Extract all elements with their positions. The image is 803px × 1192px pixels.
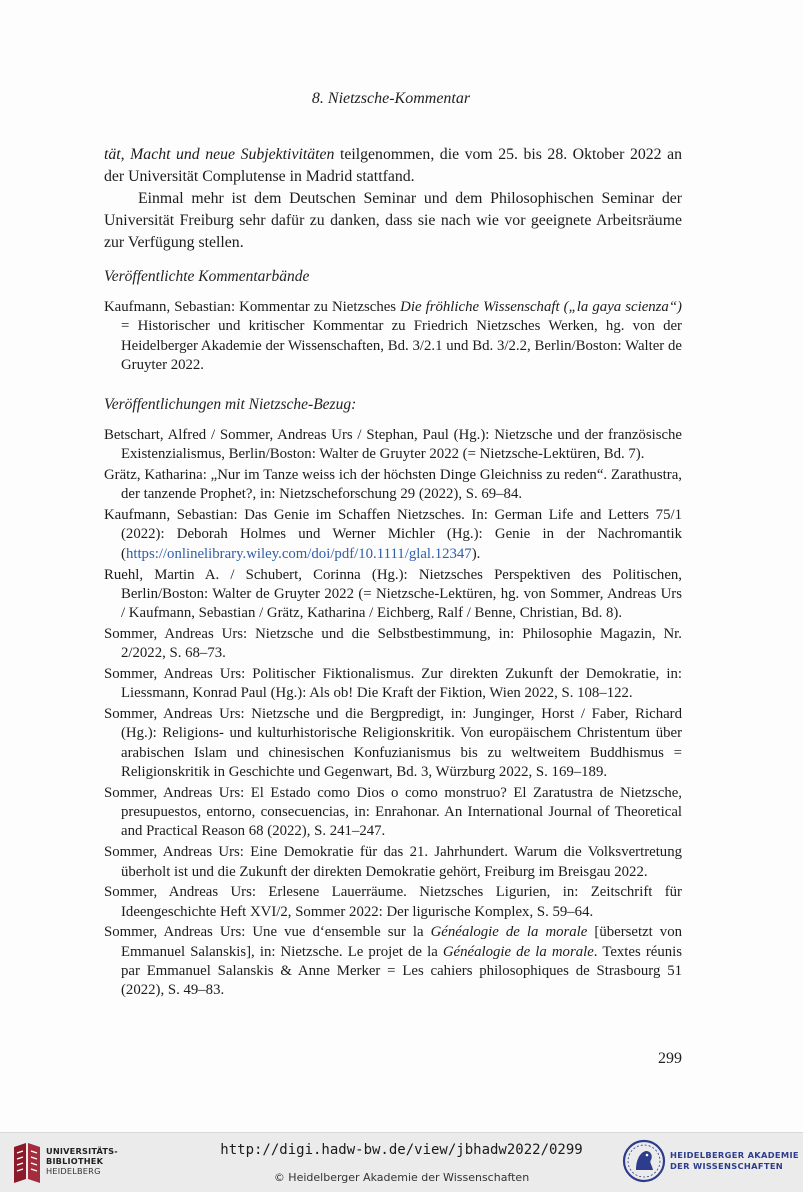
permalink-url[interactable]: http://digi.hadw-bw.de/view/jbhadw2022/0299: [220, 1142, 583, 1158]
bib-entry: Sommer, Andreas Urs: Erlesene Lauerräume. Nietzsches Ligurien, in: Zeitschrift für Ideengeschichte Heft XVI/2, Sommer 2022: Der ligurische Komplex, S. 59–64.: [104, 884, 682, 920]
intro-paragraph-1-text: teilgenommen, die vom 25. bis 28. Oktober 2022 an der Universität Complutense in Madrid stattfand.: [104, 146, 682, 185]
bib-entry: [104, 923, 682, 1000]
bib-entry-text: Kaufmann, Sebastian: Das Genie im Schaffen Nietzsches. In: German Life and Letters 75/1 (2022): Deborah Holmes und Werner Michler (Hg.): Genie in der Nachromantik (: [104, 507, 682, 562]
copyright-notice: © Heidelberger Akademie der Wissenschaften: [273, 1171, 530, 1184]
bib-entry: [104, 506, 682, 564]
bib-entry: Sommer, Andreas Urs: Nietzsche und die Selbstbestimmung, in: Philosophie Magazin, Nr. 2/2022, S. 68–73.: [104, 625, 682, 662]
running-head: 8. Nietzsche-Kommentar: [311, 90, 471, 107]
bib-entry: Sommer, Andreas Urs: Nietzsche und die Bergpredigt, in: Junginger, Horst / Faber, Richard (Hg.): Religions- und kulturhistorische Religionskritik. Von europäischem Christentum über arabischen Islam und chinesischen Konfuzianismus bis zu weltweitem Buddhismus = Religionskritik in Geschichte und Gegenwart, Bd. 3, Würzburg 2022, S. 169–189.: [104, 706, 682, 781]
hadw-logo-text: [670, 1150, 799, 1172]
bib-entry: [104, 298, 682, 375]
hadw-seal-icon: [622, 1138, 666, 1184]
section-heading-commentaries: Veröffentlichte Kommentarbände: [104, 268, 310, 285]
bib-entry-title: Généalogie de la morale: [442, 943, 594, 960]
intro-paragraph-2: Einmal mehr ist dem Deutschen Seminar und dem Philosophischen Seminar der Universität Freiburg sehr dafür zu danken, dass sie nach wie vor geeignete Arbeitsräume zur Verfügung stellen.: [104, 190, 682, 251]
bib-entry-title: Die fröhliche Wissenschaft („la gaya scienza“): [400, 299, 682, 315]
page-number: 299: [658, 1050, 682, 1067]
hadw-logo-line: DER WISSENSCHAFTEN: [670, 1161, 784, 1171]
hadw-logo-line: HEIDELBERGER AKADEMIE: [670, 1150, 799, 1160]
bib-entry: Ruehl, Martin A. / Schubert, Corinna (Hg.): Nietzsches Perspektiven des Politischen, Berlin/Boston: Walter de Gruyter 2022 (= Nietzsche-Lektüren, hg. von Sommer, Andreas Urs / Kaufmann, Sebastian / Grätz, Katharina / Eichberg, Ralf / Benne, Christian, Bd. 8).: [104, 566, 682, 622]
bib-entry: Sommer, Andreas Urs: Politischer Fiktionalismus. Zur direkten Zukunft der Demokratie, in: Liessmann, Konrad Paul (Hg.): Als ob! Die Kraft der Fiktion, Wien 2022, S. 108–122.: [104, 666, 682, 702]
intro-italic-title: tät, Macht und neue Subjektivitäten: [104, 146, 335, 163]
bib-entry-text: Kaufmann, Sebastian: Kommentar zu Nietzsches: [104, 299, 401, 315]
bib-entry: Grätz, Katharina: „Nur im Tanze weiss ich der höchsten Dinge Gleichniss zu reden“. Zarathustra, der tanzende Prophet?, in: Nietzscheforschung 29 (2022), S. 69–84.: [104, 467, 682, 503]
publication-list: [104, 426, 682, 1001]
bib-entry-title: Généalogie de la morale: [430, 924, 588, 941]
bib-entry: Sommer, Andreas Urs: El Estado como Dios o como monstruo? El Zaratustra de Nietzsche, presupuestos, entorno, consecuencias, in: Enrahonar. An International Journal of Theoretical and Practical Reason 68 (2022), S. 241–247.: [104, 784, 682, 840]
bib-entry-text: Sommer, Andreas Urs: Une vue d‘ensemble sur la: [104, 924, 431, 941]
intro-text: [104, 144, 682, 254]
bib-entry-text: . Textes réunis par Emmanuel Salanskis & Anne Merker = Les cahiers philosophiques de Strasbourg 51 (2022), S. 49–83.: [121, 943, 682, 999]
viewer-footer: [0, 1132, 803, 1192]
intro-paragraph-1: [104, 144, 682, 188]
section-heading-publications: Veröffentlichungen mit Nietzsche-Bezug:: [104, 396, 357, 413]
bib-entry-text: ).: [471, 545, 481, 562]
ub-logo-line: BIBLIOTHEK: [46, 1156, 104, 1166]
doi-link[interactable]: https://onlinelibrary.wiley.com/doi/pdf/10.1111/glal.12347: [125, 545, 472, 562]
bib-entry: Betschart, Alfred / Sommer, Andreas Urs / Stephan, Paul (Hg.): Nietzsche und der französische Existenzialismus, Berlin/Boston: Walter de Gruyter 2022 (= Nietzsche-Lektüren, Bd. 7).: [104, 427, 682, 463]
bib-entry-text: = Historischer und kritischer Kommentar zu Friedrich Nietzsches Werken, hg. von der Heidelberger Akademie der Wissenschaften, Bd. 3/2.1 und Bd. 3/2.2, Berlin/Boston: Walter de Gruyter 2022.: [121, 318, 682, 373]
ub-logo-line: HEIDELBERG: [46, 1166, 101, 1176]
ub-logo-line: UNIVERSITÄTS-: [46, 1146, 118, 1156]
hadw-logo[interactable]: [622, 1137, 800, 1187]
bib-entry: Sommer, Andreas Urs: Eine Demokratie für das 21. Jahrhundert. Warum die Volksvertretung überholt ist und die Zukunft der direkten Demokratie gehört, Freiburg im Breisgau 2022.: [104, 844, 682, 880]
bib-entry-text: [übersetzt von Emmanuel Salanskis], in: Nietzsche. Le projet de la: [121, 924, 683, 960]
commentary-list: [104, 298, 682, 375]
